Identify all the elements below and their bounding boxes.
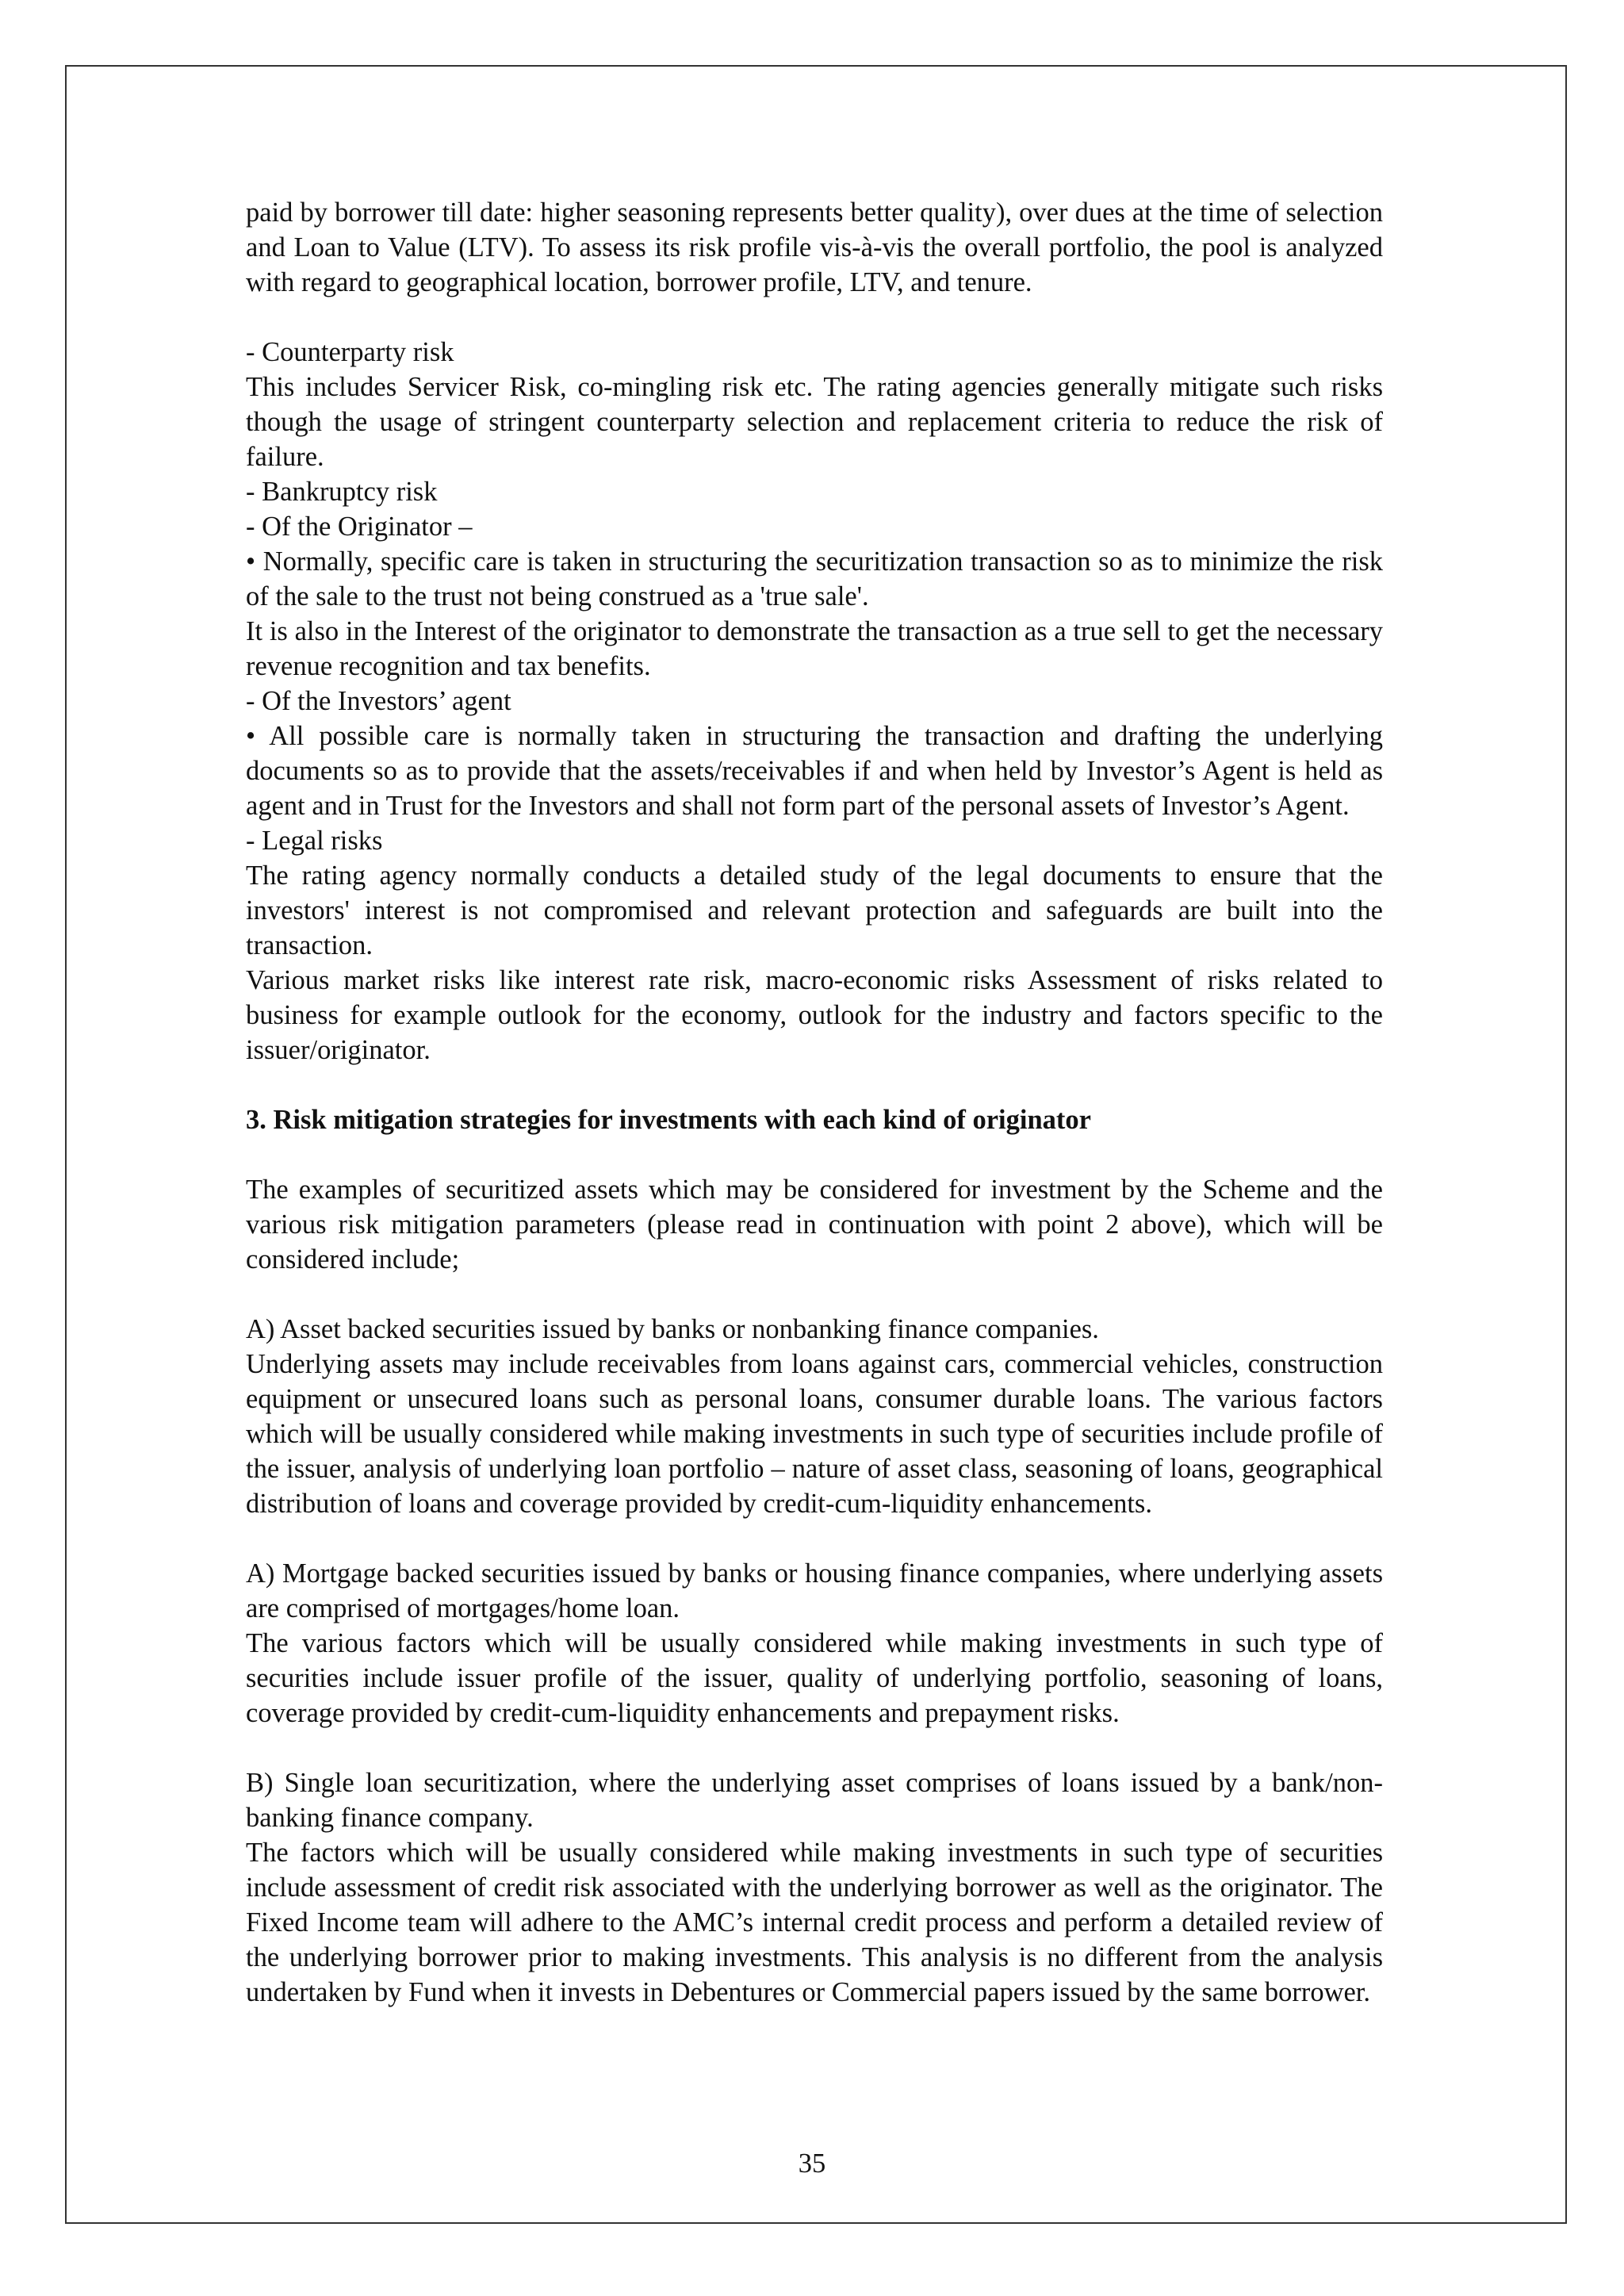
paragraph-mortgage-backed-details: The various factors which will be usually considered while making investments in such type of securities include issuer profile of the issuer, quality of underlying portfolio, seasoning of loans, coverage provided by credit-cum-liquidity enhancements and prepayment risks. [246, 1628, 1383, 1728]
paragraph-asset-backed-details: Underlying assets may include receivables from loans against cars, commercial vehicles, construction equipment or unsecured loans such as personal loans, consumer durable loans. The various factors which will be usually considered while making investments in such type of securities include profile of the issuer, analysis of underlying loan portfolio – nature of asset class, seasoning of loans, geographical distribution of loans and coverage provided by credit-cum-liquidity enhancements. [246, 1349, 1383, 1519]
item-mortgage-backed-securities: A) Mortgage backed securities issued by banks or housing finance companies, where underlying assets are comprised of mortgages/home loan. [246, 1558, 1383, 1623]
paragraph-legal-risks: The rating agency normally conducts a detailed study of the legal documents to ensure that the investors' interest is not compromised and relevant protection and safeguards are built into the transaction. [246, 861, 1383, 960]
page-number: 35 [798, 2148, 826, 2179]
item-single-loan-securitization: B) Single loan securitization, where the underlying asset comprises of loans issued by a bank/non-banking finance company. [246, 1768, 1383, 1833]
paragraph-pool-analysis: paid by borrower till date: higher seasoning represents better quality), over dues at the time of selection and Loan to Value (LTV). To assess its risk profile vis-à-vis the overall portfolio, the pool is analyzed with regard to geographical location, borrower profile, LTV, and tenure. [246, 197, 1383, 297]
subheading-investors-agent: - Of the Investors’ agent [246, 686, 511, 716]
paragraph-counterparty-risk: This includes Servicer Risk, co-mingling risk etc. The rating agencies generally mitigate such risks though the usage of stringent counterparty selection and replacement criteria to reduce the risk of failure. [246, 372, 1383, 472]
document-body [246, 195, 1383, 2010]
subheading-counterparty-risk: - Counterparty risk [246, 337, 454, 367]
paragraph-market-risks: Various market risks like interest rate risk, macro-economic risks Assessment of risks related to business for example outlook for the economy, outlook for the industry and factors specific to the issuer/originator. [246, 965, 1383, 1065]
paragraph-originator-interest: It is also in the Interest of the originator to demonstrate the transaction as a true sell to get the necessary revenue recognition and tax benefits. [246, 616, 1383, 681]
subheading-legal-risks: - Legal risks [246, 826, 383, 856]
subheading-bankruptcy-risk: - Bankruptcy risk [246, 477, 438, 507]
subheading-of-the-originator: - Of the Originator – [246, 512, 473, 542]
bullet-true-sale: • Normally, specific care is taken in structuring the securitization transaction so as to minimize the risk of the sale to the trust not being construed as a 'true sale'. [246, 546, 1383, 611]
bullet-investors-agent: • All possible care is normally taken in structuring the transaction and drafting the underlying documents so as to provide that the assets/receivables if and when held by Investor’s Agent is held as agent and in Trust for the Investors and shall not form part of the personal assets of Investor’s Agent. [246, 721, 1383, 821]
paragraph-securitized-assets-intro: The examples of securitized assets which may be considered for investment by the Scheme and the various risk mitigation parameters (please read in continuation with point 2 above), which will be considered include; [246, 1175, 1383, 1274]
item-asset-backed-securities: A) Asset backed securities issued by banks or nonbanking finance companies. [246, 1314, 1099, 1344]
section-heading-risk-mitigation: 3. Risk mitigation strategies for investments with each kind of originator [246, 1105, 1091, 1135]
paragraph-single-loan-details: The factors which will be usually considered while making investments in such type of securities include assessment of credit risk associated with the underlying borrower as well as the originator. The Fixed Income team will adhere to the AMC’s internal credit process and perform a detailed review of the underlying borrower prior to making investments. This analysis is no different from the analysis undertaken by Fund when it invests in Debentures or Commercial papers issued by the same borrower. [246, 1838, 1383, 2007]
